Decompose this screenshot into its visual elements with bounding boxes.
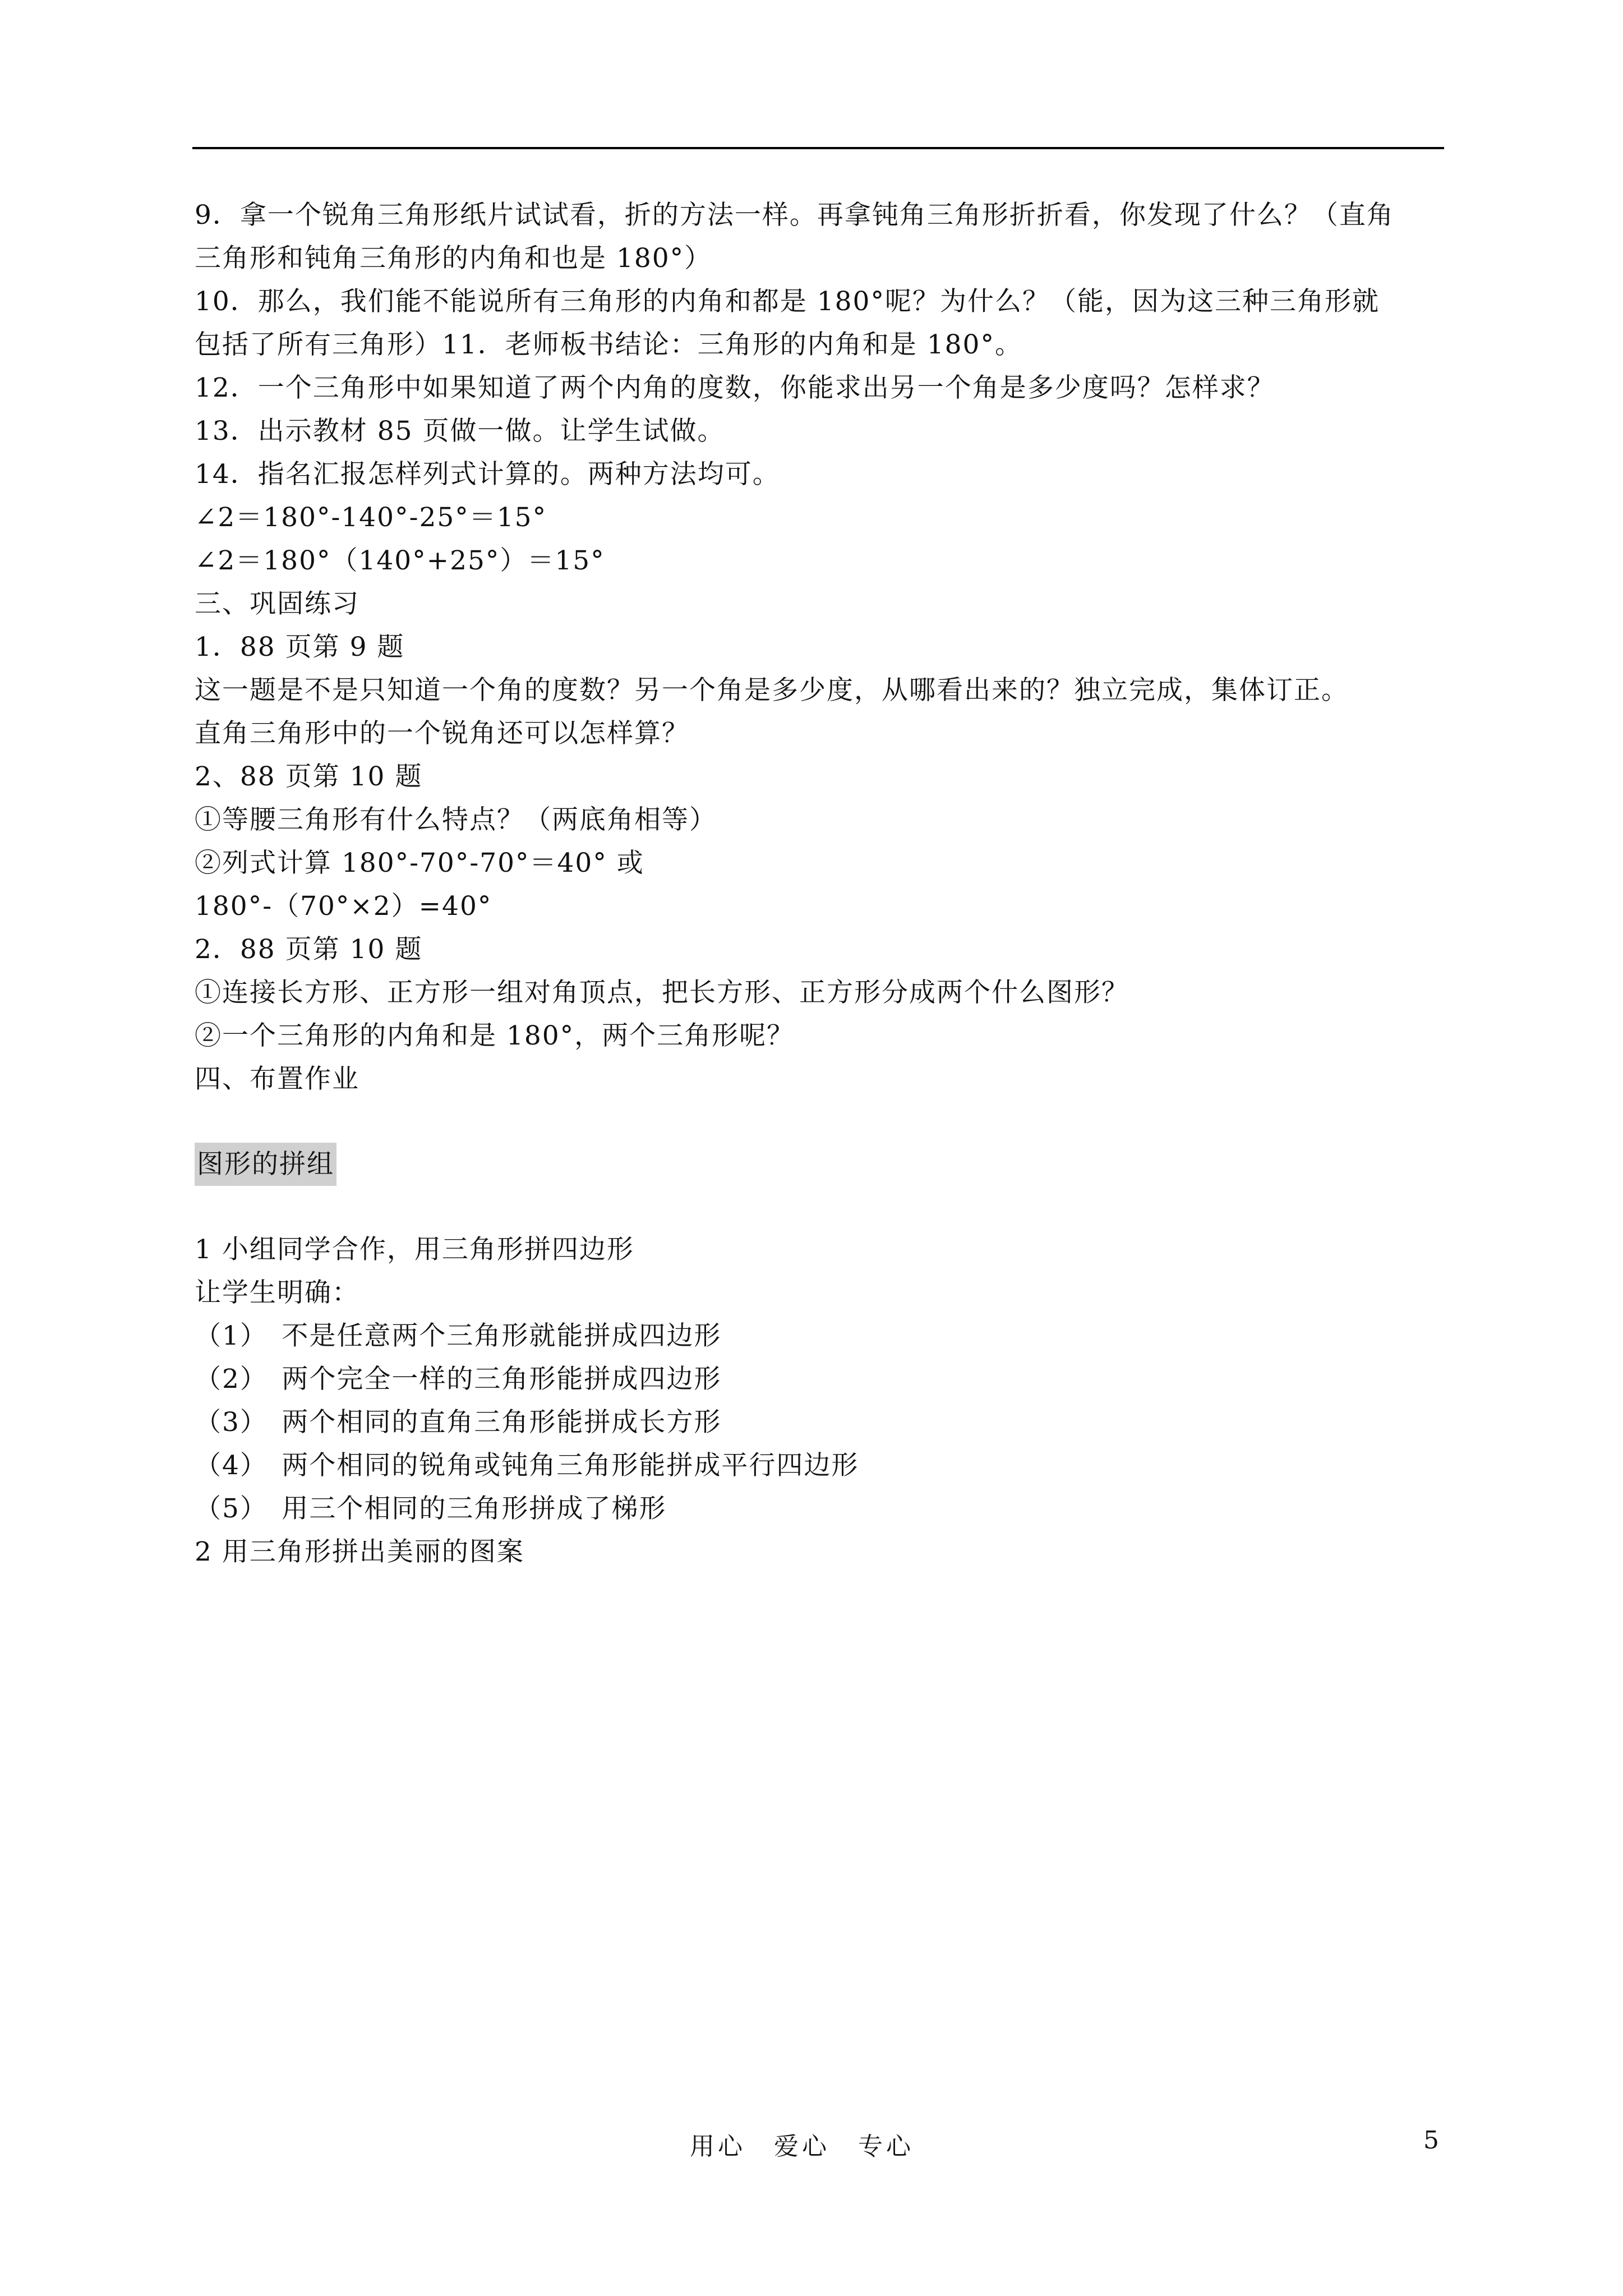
- page-number: 5: [1423, 2126, 1439, 2155]
- text-line: 三角形和钝角三角形的内角和也是 180°）: [195, 243, 712, 274]
- text-line: 1 小组同学合作，用三角形拼四边形: [195, 1234, 634, 1265]
- text-line: ①连接长方形、正方形一组对角顶点，把长方形、正方形分成两个什么图形？: [195, 977, 1129, 1008]
- section-heading-highlighted: 图形的拼组: [195, 1143, 336, 1186]
- list-item: （3） 两个相同的直角三角形能拼成长方形: [195, 1407, 722, 1438]
- text-line: 包括了所有三角形）11．老师板书结论：三角形的内角和是 180°。: [195, 329, 1022, 360]
- list-item: （4） 两个相同的锐角或钝角三角形能拼成平行四边形: [195, 1450, 859, 1481]
- list-item: （2） 两个完全一样的三角形能拼成四边形: [195, 1364, 722, 1395]
- text-line: 让学生明确：: [195, 1277, 359, 1308]
- text-line: 1．88 页第 9 题: [195, 632, 405, 662]
- text-line: 14．指名汇报怎样列式计算的。两种方法均可。: [195, 459, 780, 490]
- text-line: ②一个三角形的内角和是 180°，两个三角形呢？: [195, 1020, 795, 1051]
- formula-line: ∠2＝180°-140°-25°＝15°: [195, 502, 547, 533]
- text-line: ①等腰三角形有什么特点？（两底角相等）: [195, 804, 717, 835]
- section-title: 四、布置作业: [195, 1064, 359, 1094]
- formula-line: ∠2＝180°（140°+25°）＝15°: [195, 545, 605, 576]
- text-line: 2、88 页第 10 题: [195, 761, 423, 792]
- text-line: 13．出示教材 85 页做一做。让学生试做。: [195, 416, 725, 447]
- list-item: （1） 不是任意两个三角形就能拼成四边形: [195, 1320, 722, 1351]
- text-line: 9．拿一个锐角三角形纸片试试看，折的方法一样。再拿钝角三角形折折看，你发现了什么？（直角: [195, 200, 1394, 231]
- text-line: 10．那么，我们能不能说所有三角形的内角和都是 180°呢？为什么？（能，因为这三种三角形就: [195, 286, 1380, 317]
- section-title: 三、巩固练习: [195, 588, 359, 619]
- document-body: [195, 194, 1446, 1573]
- footer-motto: 用心 爱心 专心: [690, 2132, 914, 2161]
- formula-line: ②列式计算 180°-70°-70°＝40° 或: [195, 848, 644, 878]
- text-line: 12．一个三角形中如果知道了两个内角的度数，你能求出另一个角是多少度吗？怎样求？: [195, 372, 1275, 403]
- text-line: 2．88 页第 10 题: [195, 934, 423, 965]
- text-line: 直角三角形中的一个锐角还可以怎样算？: [195, 718, 689, 749]
- text-line: 这一题是不是只知道一个角的度数？另一个角是多少度，从哪看出来的？独立完成，集体订正。: [195, 675, 1349, 706]
- text-line: 2 用三角形拼出美丽的图案: [195, 1536, 524, 1567]
- header-rule: [192, 147, 1444, 149]
- formula-line: 180°-（70°×2）=40°: [195, 891, 492, 922]
- list-item: （5） 用三个相同的三角形拼成了梯形: [195, 1493, 667, 1524]
